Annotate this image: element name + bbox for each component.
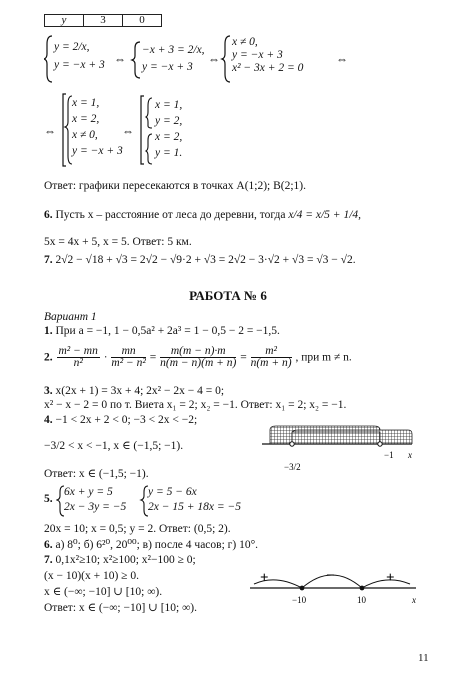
- problem-number: 5.: [44, 493, 53, 505]
- problem-3: [44, 385, 224, 398]
- system-line: y = −x + 3: [142, 61, 193, 73]
- table-cell: y: [45, 15, 84, 27]
- problem-2: 2. $\frac{\text{m² − mn}}{\text{n²}}$ · $\frac{mn}{\text{m² − n²}}$ = $\frac{m(m - n)\cdot m}{n(m - n)(m + n)}$ = $\frac{\text{m²}}{n(m + n)}$ , при m ≠ n.: [44, 345, 352, 369]
- system-3: [232, 36, 303, 75]
- denominator: n²: [73, 357, 83, 369]
- system-line: x ≠ 0,: [232, 36, 258, 48]
- system-line: y = −x + 3: [232, 49, 283, 61]
- sign-label: +: [260, 570, 269, 586]
- system-line: y = 1.: [155, 147, 183, 159]
- fraction: [251, 346, 292, 369]
- problem-number: 6.: [44, 539, 53, 551]
- system-5: [155, 97, 182, 161]
- axis-label: −10: [292, 595, 307, 605]
- problem-5-system-left: [64, 485, 126, 515]
- equivalence-arrow: ⇔: [336, 52, 348, 66]
- table-cell: 3: [84, 15, 123, 27]
- numerator: m² − mn: [58, 345, 98, 357]
- sign-label: +: [386, 570, 395, 586]
- problem-4-solution: −3/2 < x < −1, x ∈ (−1,5; −1).: [44, 440, 184, 452]
- equivalence-arrow: ⇔: [122, 124, 134, 138]
- problem-4: [44, 414, 197, 427]
- section-heading: РАБОТА № 6: [189, 288, 267, 303]
- system-4: [72, 95, 123, 159]
- system-line: y = 2,: [155, 115, 183, 127]
- page-number: 11: [418, 652, 429, 664]
- axis-label: x: [408, 450, 412, 460]
- problem-5-system-right: [148, 485, 241, 515]
- task-number: 7.: [44, 254, 53, 266]
- system-line: y = 5 − 6x: [148, 486, 197, 498]
- axis-label: −3/2: [284, 462, 301, 472]
- system-line: 6x + y = 5: [64, 486, 113, 498]
- problem-text: При a = −1, 1 − 0,5a² + 2a³ = 1 − 0,5 − 2 = −1,5.: [55, 325, 280, 337]
- number-line-figure: [262, 418, 422, 480]
- problem-number: 1.: [44, 325, 53, 337]
- problem-4-answer: Ответ: x ∈ (−1,5; −1).: [44, 468, 149, 480]
- problem-6: [44, 539, 258, 552]
- fraction: [111, 346, 145, 369]
- problem-7-step: (x − 10)(x + 10) ≥ 0.: [44, 570, 139, 582]
- equivalence-arrow: ⇔: [114, 52, 126, 66]
- system-line: x² − 3x + 2 = 0: [232, 62, 304, 74]
- fraction: [160, 346, 236, 369]
- problem-7-step: x ∈ (−∞; −10] ∪ [10; ∞).: [44, 586, 163, 598]
- task-7: [44, 254, 356, 267]
- axis-label: 10: [357, 595, 366, 605]
- variant-label: Вариант 1: [44, 311, 97, 323]
- system-1: [54, 36, 105, 72]
- sign-chart-figure: [246, 558, 424, 610]
- numerator: m(m − n)·m: [160, 346, 236, 358]
- numerator: mn: [111, 346, 145, 358]
- system-line: y = −x + 3: [72, 145, 123, 157]
- system-line: y = 2/x,: [54, 41, 90, 53]
- problem-text: x(2x + 1) = 3x + 4; 2x² − 2x − 4 = 0;: [55, 385, 225, 397]
- problem-1: [44, 325, 280, 338]
- task-text: 2√2 − √18 + √3 = 2√2 − √9·2 + √3 = 2√2 − 3·√2 + √3 = √3 − √2.: [55, 254, 356, 266]
- operator: ·: [103, 351, 108, 364]
- task-equation: x/4 = x/5 + 1/4,: [288, 209, 362, 221]
- problem-3-solution: x² − x − 2 = 0 по т. Виета x₁ = 2; x₂ = −1. Ответ: x₁ = 2; x₂ = −1.: [44, 399, 347, 411]
- system-line: x ≠ 0,: [72, 129, 98, 141]
- system-line: x = 2,: [155, 131, 183, 143]
- problem-text: 0,1x²≥10; x²≥100; x²−100 ≥ 0;: [55, 554, 196, 566]
- value-table: [44, 14, 162, 27]
- problem-7: [44, 554, 196, 567]
- problem-7-answer: Ответ: x ∈ (−∞; −10] ∪ [10; ∞).: [44, 602, 197, 614]
- axis-label: x: [412, 595, 416, 605]
- problem-tail: , при m ≠ n.: [295, 351, 352, 364]
- task-6: [44, 209, 361, 222]
- denominator: n(m − n)(m + n): [160, 357, 237, 369]
- denominator: n(m + n): [250, 357, 292, 369]
- system-2: [142, 40, 205, 74]
- system-line: 2x − 15 + 18x = −5: [148, 501, 241, 513]
- axis-label: −1: [384, 450, 394, 460]
- denominator: m² − n²: [111, 357, 146, 369]
- task-6-solution: 5x = 4x + 5, x = 5. Ответ: 5 км.: [44, 236, 192, 248]
- task-text: Пусть x – расстояние от леса до деревни, тогда: [55, 209, 286, 221]
- equivalence-arrow: ⇔: [44, 124, 56, 138]
- problem-text: −1 < 2x + 2 < 0; −3 < 2x < −2;: [55, 414, 198, 426]
- problem-number: 3.: [44, 385, 53, 397]
- task-number: 6.: [44, 209, 53, 221]
- problem-text: а) 8⁰; б) 6²⁰, 20⁰⁰; в) после 4 часов; г) 10°.: [55, 539, 259, 551]
- problem-number: 7.: [44, 554, 53, 566]
- system-line: x = 1,: [72, 97, 100, 109]
- numerator: m²: [251, 346, 292, 358]
- system-line: 2x − 3y = −5: [64, 501, 127, 513]
- system-line: −x + 3 = 2/x,: [142, 44, 205, 56]
- problem-number: 2.: [44, 351, 53, 364]
- table-cell: 0: [123, 15, 162, 27]
- equivalence-arrow: ⇔: [208, 52, 220, 66]
- fraction: [57, 346, 100, 369]
- system-line: x = 2,: [72, 113, 100, 125]
- answer-text: Ответ: графики пересекаются в точках A(1;2); B(2;1).: [44, 180, 307, 192]
- problem-5-solution: 20x = 10; x = 0,5; y = 2. Ответ: (0,5; 2).: [44, 523, 231, 535]
- problem-number: 4.: [44, 414, 53, 426]
- system-line: y = −x + 3: [54, 59, 105, 71]
- system-line: x = 1,: [155, 99, 183, 111]
- sign-label: −: [326, 568, 335, 584]
